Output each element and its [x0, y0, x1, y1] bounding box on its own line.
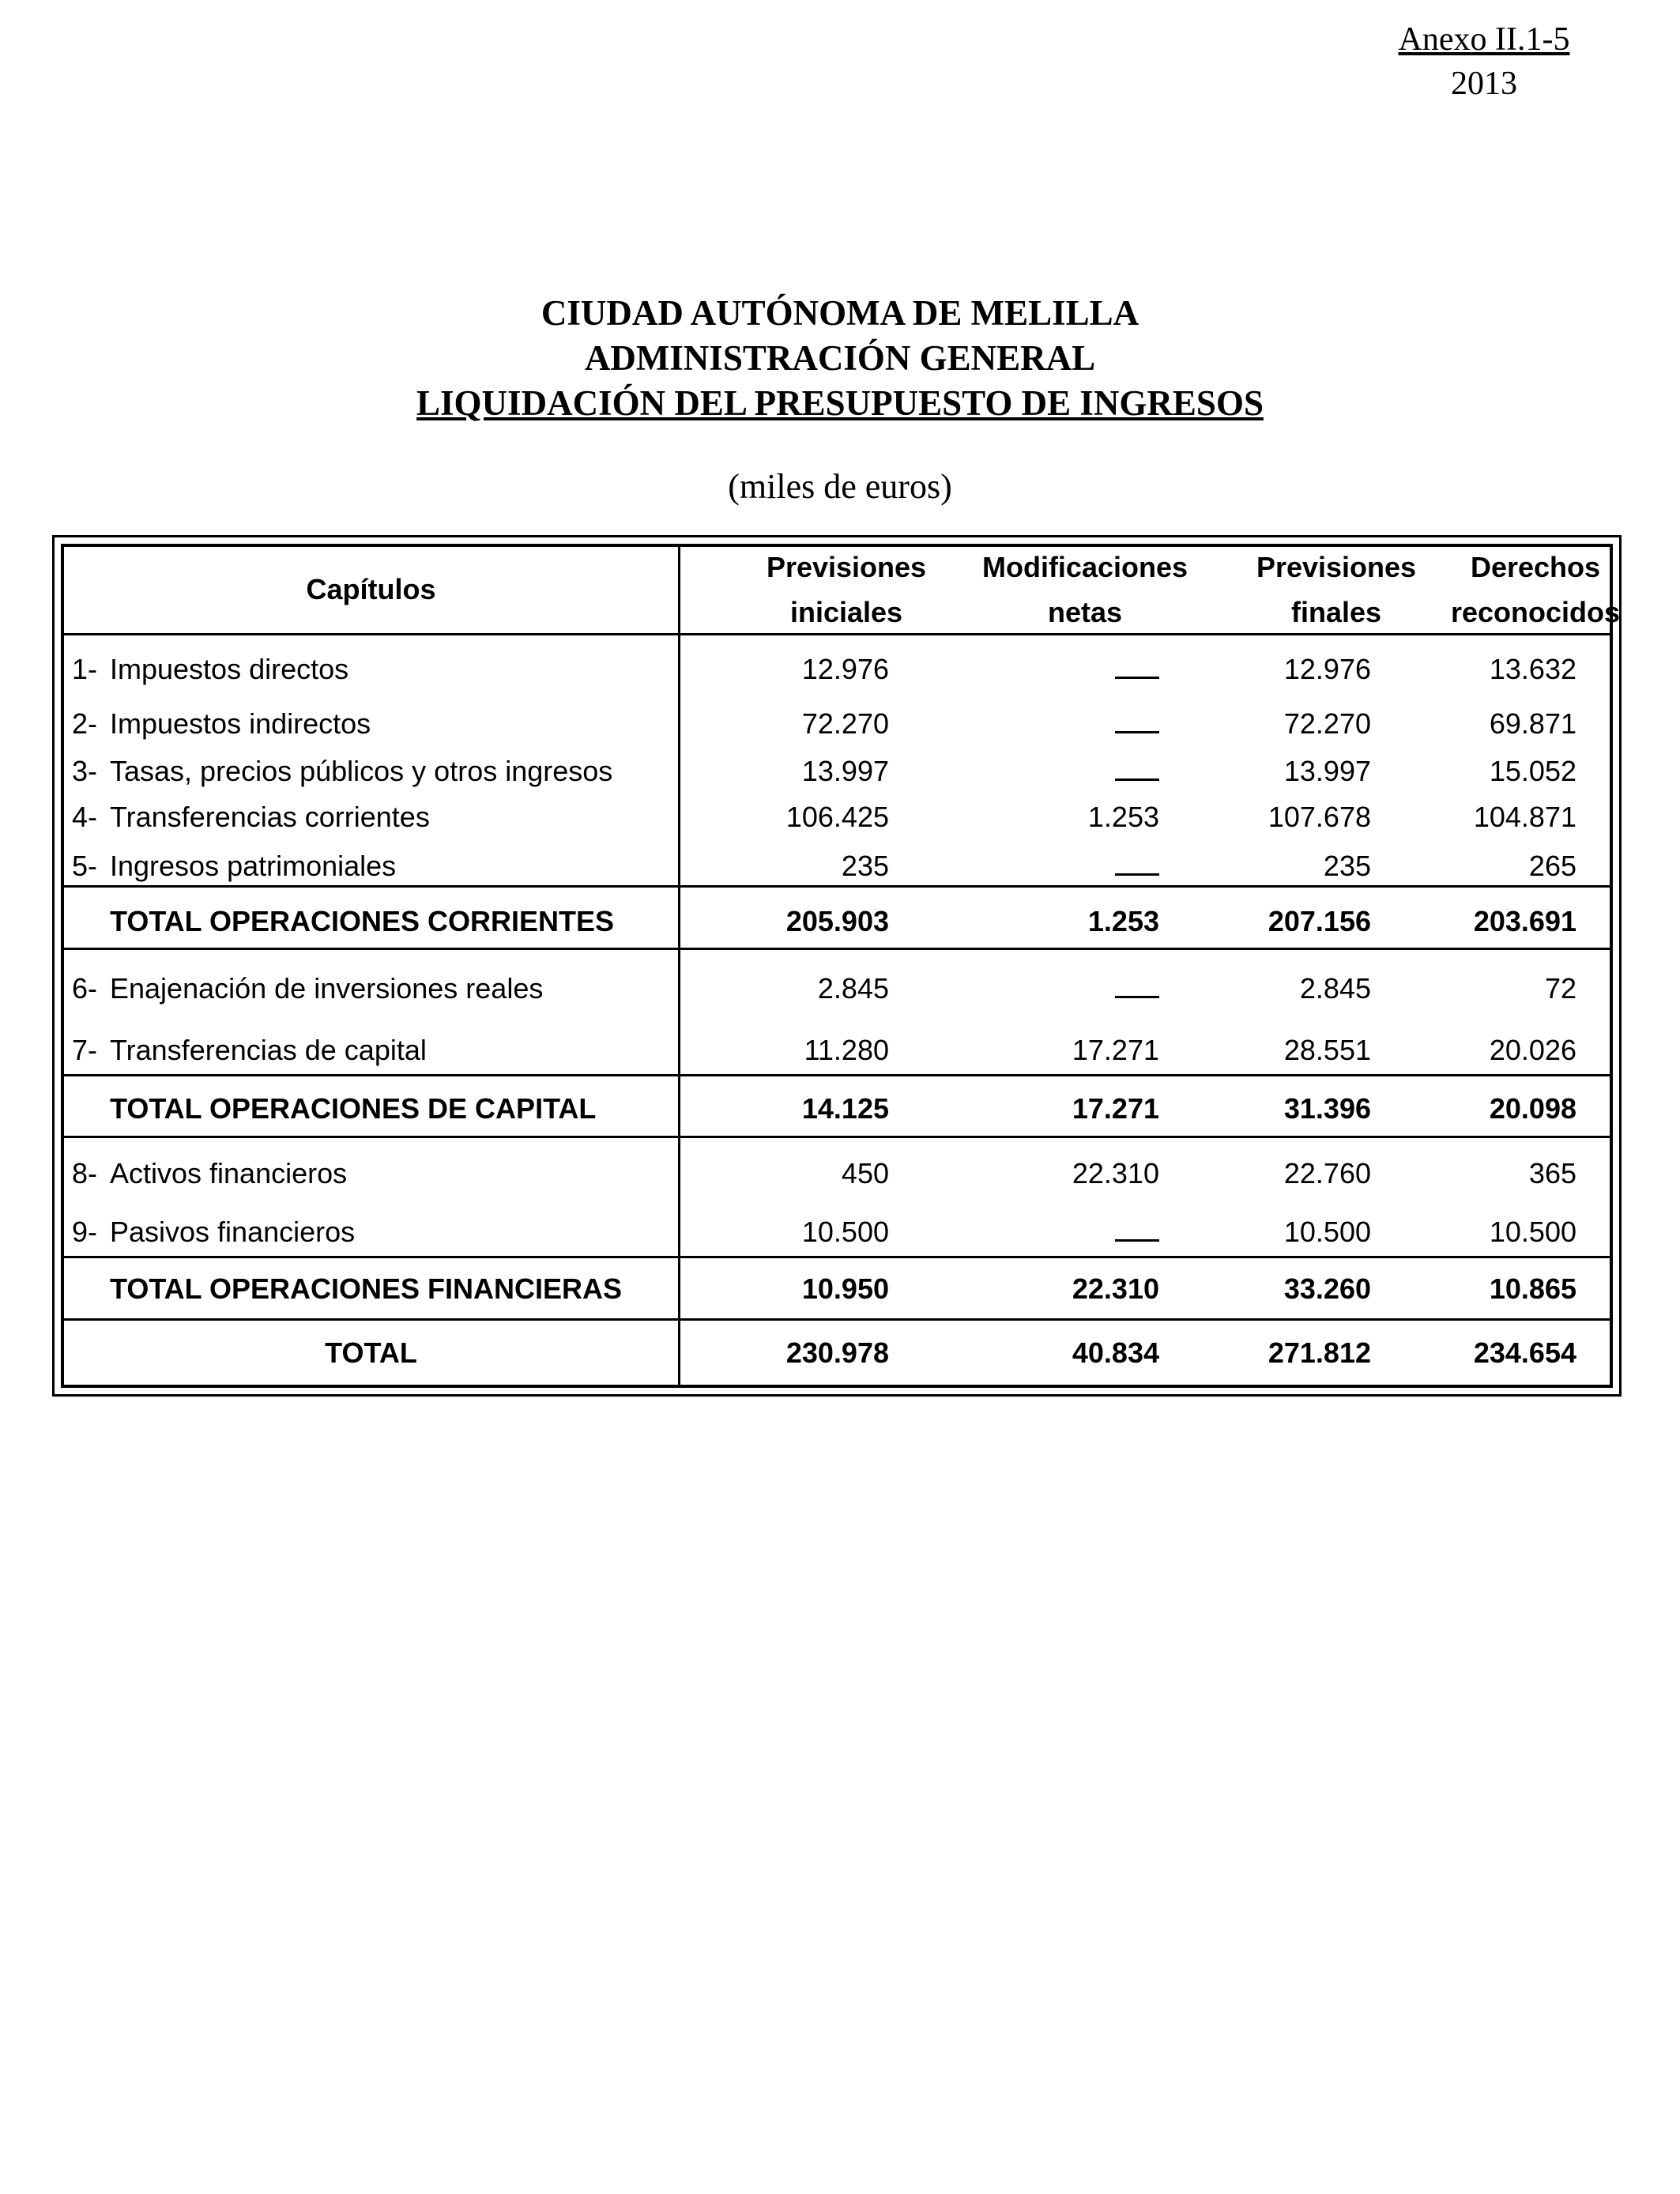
- table-row-label: 2- Impuestos indirectos: [72, 707, 371, 740]
- header-previsiones-finales-2: finales: [1290, 596, 1382, 628]
- cell-previsiones-finales: 12.976: [1283, 653, 1371, 685]
- column-divider: [678, 547, 680, 1385]
- cell-modificaciones-netas: [1115, 754, 1159, 789]
- heading-line-1: CIUDAD AUTÓNOMA DE MELILLA: [541, 293, 1139, 333]
- cell-previsiones-finales: 2.845: [1299, 972, 1371, 1005]
- cell-modificaciones-netas: 22.310: [1072, 1272, 1159, 1305]
- cell-previsiones-finales: 207.156: [1268, 905, 1371, 937]
- table-row-label: 5- Ingresos patrimoniales: [72, 850, 397, 882]
- cell-derechos-reconocidos: 69.871: [1489, 707, 1576, 740]
- table-row-label: 3- Tasas, precios públicos y otros ingresos: [72, 755, 613, 787]
- header-divider: [64, 633, 1610, 635]
- header-previsiones-finales-1: Previsiones: [1256, 551, 1417, 583]
- cell-derechos-reconocidos: 365: [1528, 1157, 1576, 1189]
- cell-previsiones-iniciales: 205.903: [785, 905, 889, 937]
- table-row-label: 6- Enajenación de inversiones reales: [72, 972, 544, 1005]
- cell-previsiones-finales: 107.678: [1268, 801, 1371, 833]
- header-modificaciones-netas-1: Modificaciones: [981, 551, 1188, 583]
- cell-derechos-reconocidos: 203.691: [1473, 905, 1576, 937]
- cell-modificaciones-netas: 22.310: [1072, 1157, 1159, 1189]
- cell-modificaciones-netas: 1.253: [1087, 905, 1159, 937]
- cell-previsiones-finales: 271.812: [1268, 1336, 1371, 1369]
- cell-modificaciones-netas: [1115, 971, 1159, 1006]
- cell-modificaciones-netas: 17.271: [1072, 1092, 1159, 1125]
- cell-derechos-reconocidos: 20.026: [1489, 1034, 1576, 1066]
- cell-previsiones-iniciales: 12.976: [801, 653, 889, 685]
- cell-derechos-reconocidos: 10.500: [1489, 1216, 1576, 1248]
- total-label: TOTAL: [325, 1336, 417, 1369]
- annex-header: [1381, 17, 1587, 106]
- cell-previsiones-finales: 13.997: [1283, 755, 1371, 787]
- cell-previsiones-iniciales: 106.425: [785, 801, 889, 833]
- cell-previsiones-finales: 10.500: [1283, 1216, 1371, 1248]
- cell-modificaciones-netas: 17.271: [1072, 1034, 1159, 1066]
- table-row-label: 9- Pasivos financieros: [72, 1216, 356, 1248]
- divider-total: [64, 1318, 1610, 1321]
- header-modificaciones-netas-2: netas: [1047, 596, 1123, 628]
- cell-previsiones-finales: 72.270: [1283, 707, 1371, 740]
- budget-table-inner: [61, 544, 1621, 1388]
- table-row-label: 7- Transferencias de capital: [72, 1034, 427, 1066]
- cell-modificaciones-netas: [1115, 707, 1159, 741]
- annex-year: 2013: [1451, 66, 1517, 102]
- cell-derechos-reconocidos: 15.052: [1489, 755, 1576, 787]
- document-heading: [0, 291, 1680, 426]
- total-operaciones-capital-label: TOTAL OPERACIONES DE CAPITAL: [110, 1092, 597, 1125]
- cell-derechos-reconocidos: 265: [1528, 850, 1576, 882]
- annex-code: Anexo II.1-5: [1398, 21, 1570, 58]
- cell-derechos-reconocidos: 234.654: [1473, 1336, 1576, 1369]
- divider-after-corrientes: [64, 948, 1610, 950]
- cell-previsiones-finales: 235: [1323, 850, 1371, 882]
- divider-after-capital: [64, 1136, 1610, 1138]
- cell-previsiones-finales: 22.760: [1283, 1157, 1371, 1189]
- cell-modificaciones-netas: [1115, 1215, 1159, 1250]
- cell-previsiones-iniciales: 10.500: [801, 1216, 889, 1248]
- cell-previsiones-iniciales: 235: [841, 850, 889, 882]
- divider-capital: [64, 1074, 1610, 1076]
- cell-modificaciones-netas: [1115, 652, 1159, 687]
- cell-previsiones-iniciales: 14.125: [801, 1092, 889, 1125]
- divider-corrientes: [64, 885, 1610, 888]
- header-previsiones-iniciales-2: iniciales: [789, 596, 903, 628]
- cell-previsiones-iniciales: 10.950: [801, 1272, 889, 1305]
- total-operaciones-financieras-label: TOTAL OPERACIONES FINANCIERAS: [110, 1272, 623, 1305]
- cell-previsiones-iniciales: 450: [841, 1157, 889, 1189]
- table-row-label: 1- Impuestos directos: [72, 653, 349, 685]
- table-row-label: 4- Transferencias corrientes: [72, 801, 430, 833]
- header-previsiones-iniciales-1: Previsiones: [766, 551, 927, 583]
- cell-derechos-reconocidos: 10.865: [1489, 1272, 1576, 1305]
- budget-table: [52, 535, 1622, 1397]
- cell-previsiones-finales: 28.551: [1283, 1034, 1371, 1066]
- cell-derechos-reconocidos: 72: [1544, 972, 1576, 1005]
- cell-previsiones-finales: 31.396: [1283, 1092, 1371, 1125]
- cell-previsiones-finales: 33.260: [1283, 1272, 1371, 1305]
- cell-modificaciones-netas: 1.253: [1087, 801, 1159, 833]
- divider-financieras: [64, 1256, 1610, 1258]
- heading-line-2: ADMINISTRACIÓN GENERAL: [584, 338, 1096, 378]
- cell-previsiones-iniciales: 11.280: [804, 1034, 889, 1066]
- cell-previsiones-iniciales: 13.997: [801, 755, 889, 787]
- header-derechos-reconocidos-1: Derechos: [1470, 551, 1601, 583]
- cell-modificaciones-netas: [1115, 849, 1159, 884]
- cell-derechos-reconocidos: 20.098: [1489, 1092, 1576, 1125]
- cell-derechos-reconocidos: 13.632: [1489, 653, 1576, 685]
- units-note: (miles de euros): [728, 467, 952, 506]
- total-operaciones-corrientes-label: TOTAL OPERACIONES CORRIENTES: [110, 905, 615, 937]
- cell-derechos-reconocidos: 104.871: [1473, 801, 1576, 833]
- cell-previsiones-iniciales: 2.845: [817, 972, 889, 1005]
- cell-previsiones-iniciales: 72.270: [801, 707, 889, 740]
- cell-previsiones-iniciales: 230.978: [785, 1336, 889, 1369]
- table-row-label: 8- Activos financieros: [72, 1157, 348, 1189]
- heading-line-3: LIQUIDACIÓN DEL PRESUPUESTO DE INGRESOS: [416, 383, 1264, 423]
- header-capitulos: Capítulos: [306, 573, 436, 605]
- header-derechos-reconocidos-2: reconocidos: [1450, 596, 1621, 628]
- cell-modificaciones-netas: 40.834: [1072, 1336, 1159, 1369]
